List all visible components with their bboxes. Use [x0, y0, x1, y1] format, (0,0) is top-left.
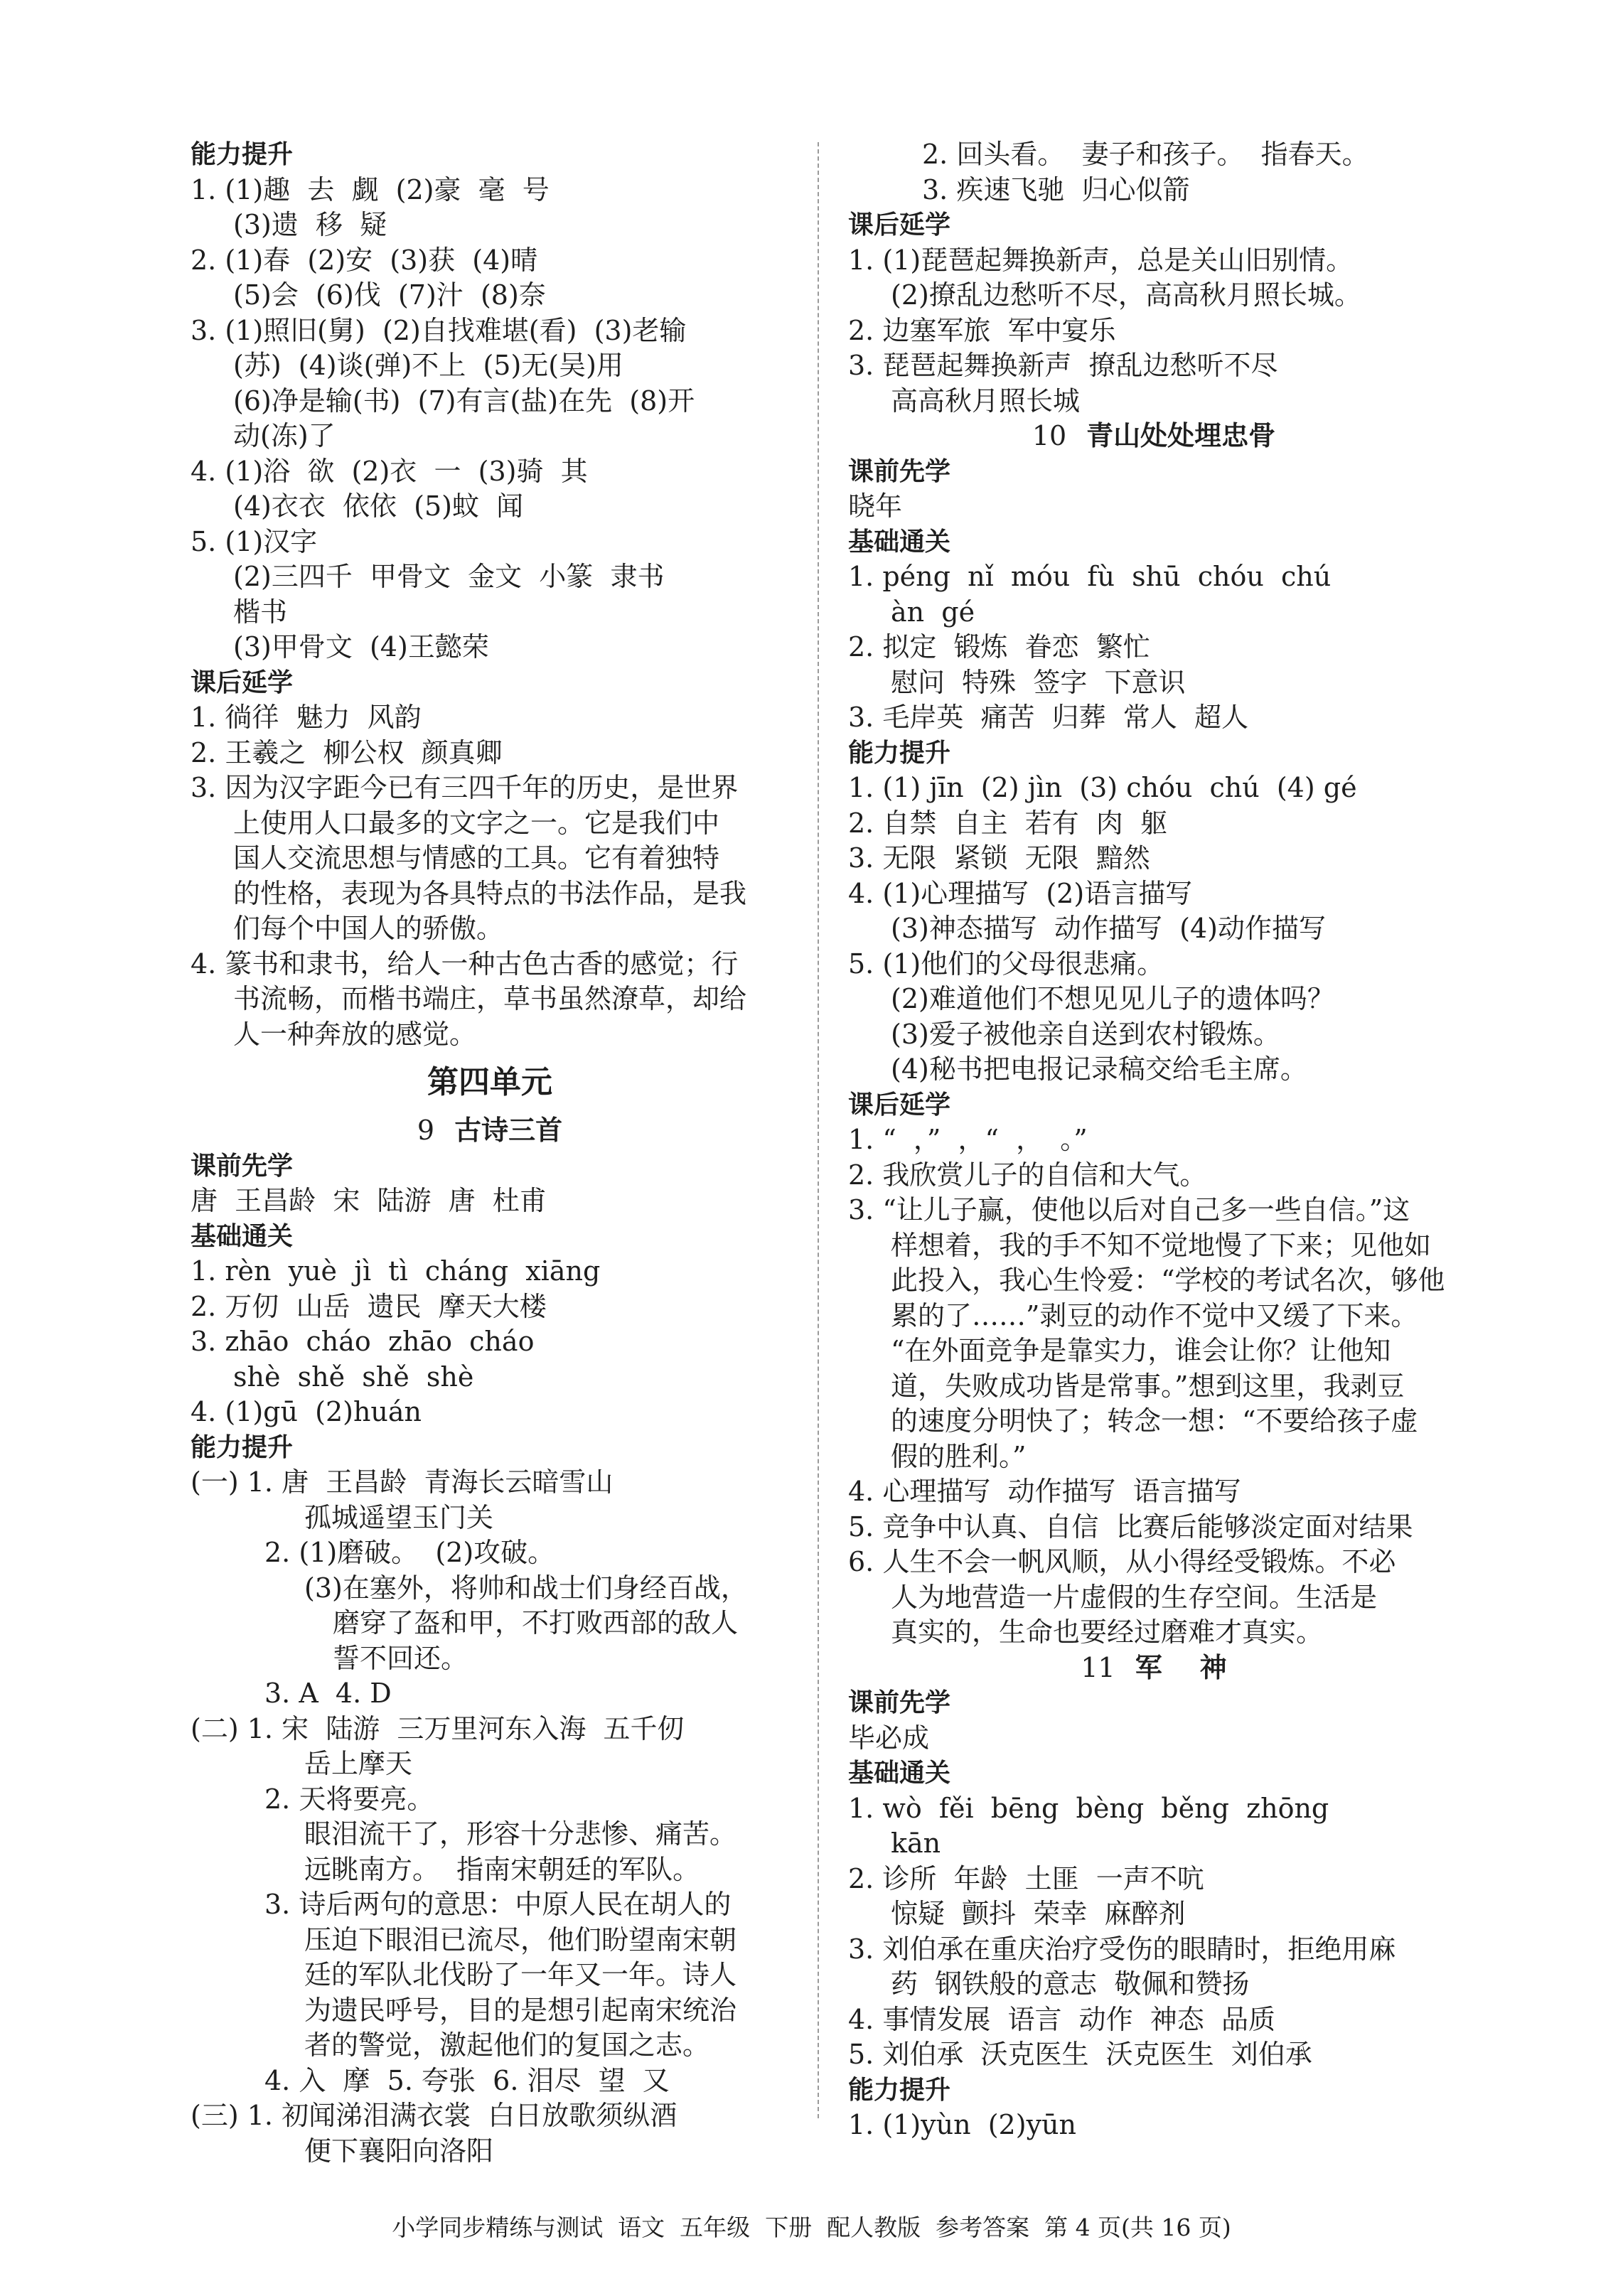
answer-line: (6)净是输(书) (7)有言(盐)在先 (8)开 — [233, 385, 695, 417]
section-heading: 课后延学 — [191, 667, 294, 697]
section-heading: 课前先学 — [191, 1151, 294, 1181]
answer-line: (苏) (4)谈(弹)不上 (5)无(吴)用 — [233, 350, 623, 381]
answer-line: 道，失败成功皆是常事。”想到这里，我剥豆 — [891, 1370, 1405, 1402]
answer-line: 样想着，我的手不知不觉地慢了下来；见他如 — [891, 1229, 1432, 1261]
answer-line: 1. “ ，” ，“ ， 。” — [848, 1124, 1088, 1155]
answer-line: 5. (1)他们的父母很悲痛。 — [848, 948, 1164, 980]
answer-line: 假的胜利。” — [891, 1440, 1027, 1472]
lesson-name: 青山处处埋忠骨 — [1086, 420, 1276, 451]
answer-line: 2. 边塞军旅 军中宴乐 — [848, 314, 1116, 346]
answer-line: shè shě shě shè — [233, 1361, 474, 1393]
answer-line: 此投入，我心生怜爱：“学校的考试名次，够他 — [891, 1265, 1445, 1296]
answer-line: 毕必成 — [848, 1722, 930, 1754]
answer-line: 3. “让儿子赢，使他以后对自己多一些自信。”这 — [848, 1194, 1410, 1225]
answer-line: (2)撩乱边愁听不尽，高高秋月照长城。 — [891, 279, 1361, 311]
answer-line: 4. 入 摩 5. 夸张 6. 泪尽 望 又 — [264, 2064, 670, 2096]
answer-line: 3. 诗后两句的意思：中原人民在胡人的 — [264, 1889, 732, 1920]
answer-line: 便下襄阳向洛阳 — [304, 2135, 494, 2167]
answer-line: 唐 王昌龄 宋 陆游 唐 杜甫 — [191, 1185, 547, 1216]
answer-line: 高高秋月照长城 — [891, 385, 1081, 417]
answer-line: 2. 王羲之 柳公权 颜真卿 — [191, 736, 503, 768]
answer-line: 誓不回还。 — [333, 1642, 468, 1674]
answer-line: 慰问 特殊 签字 下意识 — [891, 666, 1186, 698]
answer-line: 1. (1) jīn (2) jìn (3) chóu chú (4) gé — [848, 772, 1357, 803]
answer-line: 3. 疾速飞驰 归心似箭 — [922, 173, 1190, 205]
answer-line: 4. 篆书和隶书，给人一种古色古香的感觉；行 — [191, 948, 739, 980]
lesson-title — [848, 419, 1459, 454]
answer-line: 3. A 4. D — [264, 1678, 392, 1709]
answer-line: 2. (1)春 (2)安 (3)获 (4)晴 — [191, 244, 538, 276]
answer-line: 1. 徜徉 魅力 风韵 — [191, 702, 422, 733]
left-column — [191, 137, 789, 2169]
answer-line: 晓年 — [848, 490, 903, 522]
answer-line: 5. (1)汉字 — [191, 525, 318, 557]
answer-line: 书流畅，而楷书端庄，草书虽然潦草，却给 — [233, 983, 747, 1014]
answer-line: 4. 心理描写 动作描写 语言描写 — [848, 1476, 1241, 1507]
answer-line: àn gé — [891, 596, 975, 628]
answer-line: 廷的军队北伐盼了一年又一年。诗人 — [304, 1959, 737, 1990]
answer-line: (3)神态描写 动作描写 (4)动作描写 — [891, 913, 1326, 944]
lesson-title — [191, 1113, 789, 1149]
answer-line: 5. 竞争中认真、自信 比赛后能够淡定面对结果 — [848, 1511, 1413, 1543]
answer-line: 5. 刘伯承 沃克医生 沃克医生 刘伯承 — [848, 2039, 1312, 2070]
answer-line: 1. wò fěi bēng bèng běng zhōng — [848, 1792, 1329, 1824]
answer-line: (3)甲骨文 (4)王懿荣 — [233, 631, 489, 662]
section-heading: 能力提升 — [191, 140, 294, 169]
answer-line: (二) 1. 宋 陆游 三万里河东入海 五千仞 — [191, 1712, 685, 1744]
column-divider — [818, 142, 819, 2118]
section-heading: 基础通关 — [191, 1221, 294, 1251]
answer-line: 2. 回头看。 妻子和孩子。 指春天。 — [922, 139, 1369, 170]
answer-line: 4. 事情发展 语言 动作 神态 品质 — [848, 2003, 1275, 2035]
section-heading: 能力提升 — [848, 2075, 951, 2105]
lesson-number: 9 — [417, 1115, 435, 1146]
answer-line: 压迫下眼泪已流尽，他们盼望南宋朝 — [304, 1924, 737, 1956]
answer-line: 1. (1)趣 去 觑 (2)豪 毫 号 — [191, 173, 550, 205]
answer-line: 动(冻)了 — [233, 420, 336, 451]
answer-line: 6. 人生不会一帆风顺，从小得经受锻炼。不必 — [848, 1546, 1396, 1577]
answer-line: 4. (1)心理描写 (2)语言描写 — [848, 877, 1193, 909]
answer-line: (一) 1. 唐 王昌龄 青海长云暗雪山 — [191, 1466, 614, 1498]
answer-line: kān — [891, 1828, 941, 1859]
answer-line: (3)遗 移 疑 — [233, 209, 387, 240]
answer-line: 2. 天将要亮。 — [264, 1783, 434, 1815]
answer-line: 眼泪流干了，形容十分悲惨、痛苦。 — [304, 1818, 737, 1850]
answer-line: 上使用人口最多的文字之一。它是我们中 — [233, 807, 720, 839]
answer-line: (三) 1. 初闻涕泪满衣裳 白日放歌须纵酒 — [191, 2100, 677, 2131]
section-heading: 能力提升 — [191, 1432, 294, 1462]
answer-line: 楷书 — [233, 596, 288, 628]
answer-line: (2)三四千 甲骨文 金文 小篆 隶书 — [233, 561, 665, 592]
lesson-number: 10 — [1032, 420, 1067, 451]
answer-line: (3)爱子被他亲自送到农村锻炼。 — [891, 1018, 1280, 1050]
answer-line: 人为地营造一片虚假的生存空间。生活是 — [891, 1581, 1378, 1613]
answer-line: 3. zhāo cháo zhāo cháo — [191, 1326, 535, 1357]
answer-line: (4)衣衣 依依 (5)蚊 闻 — [233, 490, 524, 522]
answer-line: (5)会 (6)伐 (7)汁 (8)奈 — [233, 279, 546, 311]
answer-line: 3. 琵琶起舞换新声 撩乱边愁听不尽 — [848, 350, 1278, 381]
answer-line: 3. 刘伯承在重庆治疗受伤的眼睛时，拒绝用麻 — [848, 1933, 1396, 1965]
answer-line: 惊疑 颤抖 荣幸 麻醉剂 — [891, 1898, 1186, 1929]
answer-line: (3)在塞外，将帅和战士们身经百战， — [304, 1572, 748, 1604]
lesson-name: 古诗三首 — [454, 1115, 563, 1146]
answer-line: 孤城遥望玉门关 — [304, 1501, 494, 1533]
answer-line: 1. péng nǐ móu fù shū chóu chú — [848, 561, 1332, 592]
answer-line: 3. 毛岸英 痛苦 归葬 常人 超人 — [848, 702, 1248, 733]
section-heading: 课前先学 — [848, 1688, 951, 1717]
answer-line: (4)秘书把电报记录稿交给毛主席。 — [891, 1053, 1307, 1085]
section-heading: 基础通关 — [848, 1759, 951, 1788]
answer-line: 3. (1)照旧(舅) (2)自找难堪(看) (3)老输 — [191, 314, 687, 346]
lesson-title — [848, 1651, 1459, 1686]
answer-line: 2. 诊所 年龄 土匪 一声不吭 — [848, 1862, 1204, 1894]
answer-line: 磨穿了盔和甲，不打败西部的敌人 — [333, 1607, 739, 1638]
answer-line: 的速度分明快了；转念一想：“不要给孩子虚 — [891, 1405, 1418, 1437]
answer-line: 2. 拟定 锻炼 眷恋 繁忙 — [848, 631, 1150, 662]
answer-line: 1. (1)琵琶起舞换新声，总是关山旧别情。 — [848, 244, 1354, 276]
page-footer: 小学同步精练与测试 语文 五年级 下册 配人教版 参考答案 第 4 页(共 16 页) — [392, 2214, 1231, 2241]
answer-line: 4. (1)gū (2)huán — [191, 1396, 422, 1427]
answer-line: 人一种奔放的感觉。 — [233, 1018, 477, 1050]
right-column — [848, 137, 1459, 2143]
answer-line: 的性格，表现为各具特点的书法作品，是我 — [233, 877, 747, 909]
section-heading: 课后延学 — [848, 210, 951, 240]
answer-line: 们每个中国人的骄傲。 — [233, 913, 504, 944]
answer-line: 累的了……”剥豆的动作不觉中又缓了下来。 — [891, 1299, 1418, 1331]
answer-line: 者的警觉，激起他们的复国之志。 — [304, 2029, 710, 2061]
answer-line: 国人交流思想与情感的工具。它有着独特 — [233, 842, 720, 874]
answer-line: “在外面竞争是靠实力，谁会让你？让他知 — [891, 1335, 1391, 1366]
section-heading: 能力提升 — [848, 738, 951, 768]
answer-line: 药 钢铁般的意志 敬佩和赞扬 — [891, 1968, 1250, 2000]
section-heading: 基础通关 — [848, 527, 951, 557]
answer-line: 2. (1)磨破。 (2)攻破。 — [264, 1537, 555, 1568]
answer-line: (2)难道他们不想见见儿子的遗体吗？ — [891, 983, 1334, 1014]
answer-line: 4. (1)浴 欲 (2)衣 一 (3)骑 其 — [191, 455, 588, 487]
answer-line: 2. 自禁 自主 若有 肉 躯 — [848, 807, 1167, 839]
answer-line: 真实的，生命也要经过磨难才真实。 — [891, 1616, 1324, 1648]
answer-line: 为遗民呼号，目的是想引起南宋统治 — [304, 1994, 737, 2026]
answer-line: 2. 万仞 山岳 遗民 摩天大楼 — [191, 1290, 547, 1322]
answer-line: 3. 无限 紧锁 无限 黯然 — [848, 842, 1150, 874]
lesson-number: 11 — [1081, 1651, 1115, 1683]
answer-line: 1. rèn yuè jì tì cháng xiāng — [191, 1255, 601, 1287]
unit-title: 第四单元 — [427, 1064, 552, 1100]
section-heading: 课前先学 — [848, 456, 951, 486]
answer-line: 岳上摩天 — [304, 1748, 413, 1779]
lesson-name: 军 神 — [1135, 1651, 1227, 1683]
section-heading: 课后延学 — [848, 1090, 951, 1120]
answer-line: 2. 我欣赏儿子的自信和大气。 — [848, 1159, 1207, 1191]
answer-line: 远眺南方。 指南宋朝廷的军队。 — [304, 1853, 700, 1885]
answer-line: 3. 因为汉字距今已有三四千年的历史，是世界 — [191, 772, 739, 803]
answer-line: 1. (1)yùn (2)yūn — [848, 2109, 1076, 2140]
